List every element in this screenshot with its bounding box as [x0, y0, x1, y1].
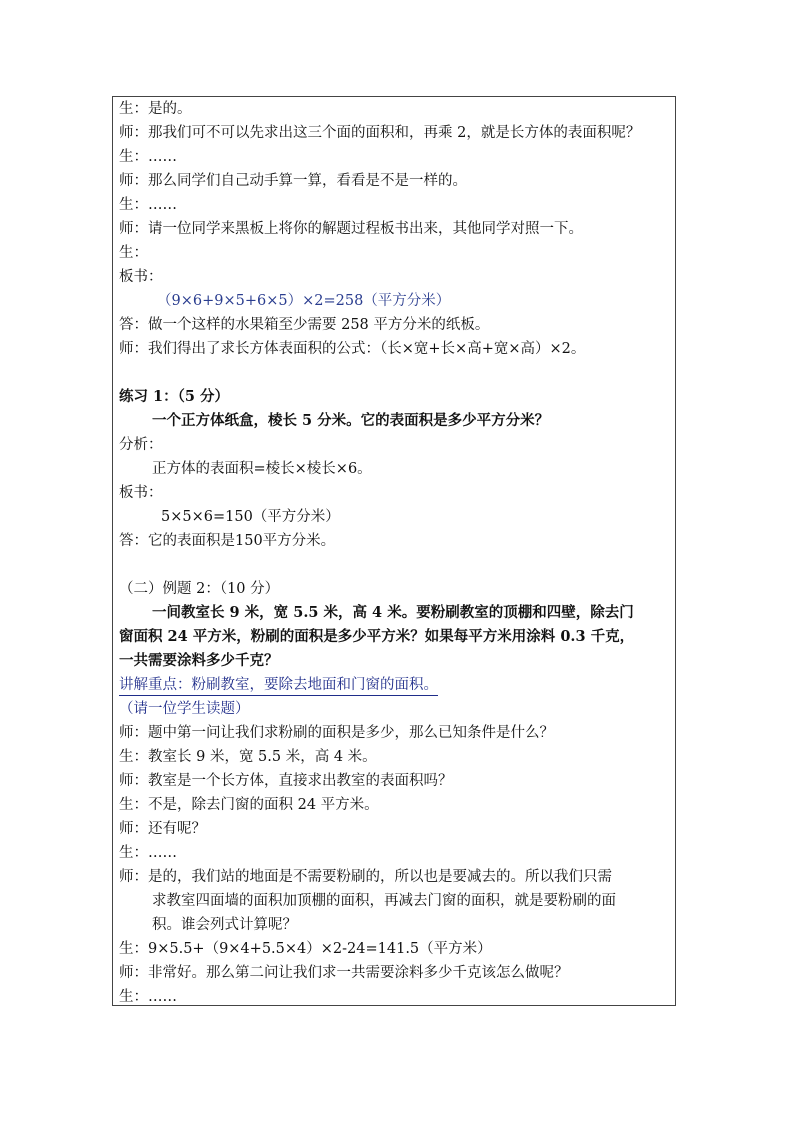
dialogue-line: 生：	[119, 245, 148, 261]
dialogue-line: 生：9×5.5+（9×4+5.5×4）×2-24=141.5（平方米）	[119, 941, 492, 957]
dialogue-line: 师：请一位同学来黑板上将你的解题过程板书出来，其他同学对照一下。	[119, 221, 583, 237]
exercise-heading: 练习 1：（5 分）	[119, 388, 230, 405]
dialogue-line: 生：教室长 9 米，宽 5.5 米，高 4 米。	[119, 749, 377, 765]
answer-line: 答：它的表面积是150平方分米。	[119, 533, 336, 549]
dialogue-line: 生：是的。	[119, 101, 192, 117]
analysis-text: 正方体的表面积=棱长×棱长×6。	[152, 461, 372, 477]
dialogue-line: 师：我们得出了求长方体表面积的公式：（长×宽+长×高+宽×高）×2。	[119, 341, 586, 357]
dialogue-line: 师：题中第一问让我们求粉刷的面积是多少，那么已知条件是什么？	[119, 725, 554, 741]
dialogue-line: 生：……	[119, 845, 177, 861]
dialogue-line: 师：还有呢？	[119, 821, 206, 837]
dialogue-line: 师：非常好。那么第二问让我们求一共需要涂料多少千克该怎么做呢？	[119, 965, 569, 981]
example-heading: （二）例题 2：（10 分）	[119, 581, 280, 597]
lesson-content	[119, 97, 671, 1009]
dialogue-line: 师：那我们可不可以先求出这三个面的面积和，再乘 2，就是长方体的表面积呢？	[119, 125, 641, 141]
dialogue-line: 师：教室是一个长方体，直接求出教室的表面积吗？	[119, 773, 453, 789]
dialogue-line: 生：不是，除去门窗的面积 24 平方米。	[119, 797, 379, 813]
analysis-label: 分析：	[119, 437, 163, 453]
answer-line: 答：做一个这样的水果箱至少需要 258 平方分米的纸板。	[119, 317, 490, 333]
dialogue-line: 生：……	[119, 197, 177, 213]
board-formula: （9×6+9×5+6×5）×2=258（平方分米）	[157, 293, 451, 309]
exercise-problem: 一个正方体纸盒，棱长 5 分米。它的表面积是多少平方分米？	[152, 412, 550, 429]
instruction-note: （请一位学生读题）	[119, 701, 250, 717]
key-point-line	[119, 673, 671, 697]
board-formula: 5×5×6=150（平方分米）	[161, 509, 340, 525]
dialogue-line: 师：是的，我们站的地面是不需要粉刷的，所以也是要减去的。所以我们只需	[119, 869, 612, 885]
example-problem: 一共需要涂料多少千克？	[119, 652, 279, 669]
board-label: 板书：	[119, 269, 163, 285]
spacer	[119, 361, 671, 385]
dialogue-line: 生：……	[119, 149, 177, 165]
example-problem: 窗面积 24 平方米，粉刷的面积是多少平方米？如果每平方米用涂料 0.3 千克，	[119, 628, 635, 645]
example-problem: 一间教室长 9 米，宽 5.5 米，高 4 米。要粉刷教室的顶棚和四壁，除去门	[152, 604, 634, 621]
dialogue-line-continued: 求教室四面墙的面积加顶棚的面积，再减去门窗的面积，就是要粉刷的面	[152, 893, 616, 909]
board-label: 板书：	[119, 485, 163, 501]
key-point-text: 讲解重点：粉刷教室，要除去地面和门窗的面积。	[119, 675, 438, 696]
dialogue-line: 生：……	[119, 989, 177, 1005]
dialogue-line: 师：那么同学们自己动手算一算，看看是不是一样的。	[119, 173, 467, 189]
dialogue-line-continued: 积。谁会列式计算呢？	[152, 917, 297, 933]
spacer	[119, 553, 671, 577]
